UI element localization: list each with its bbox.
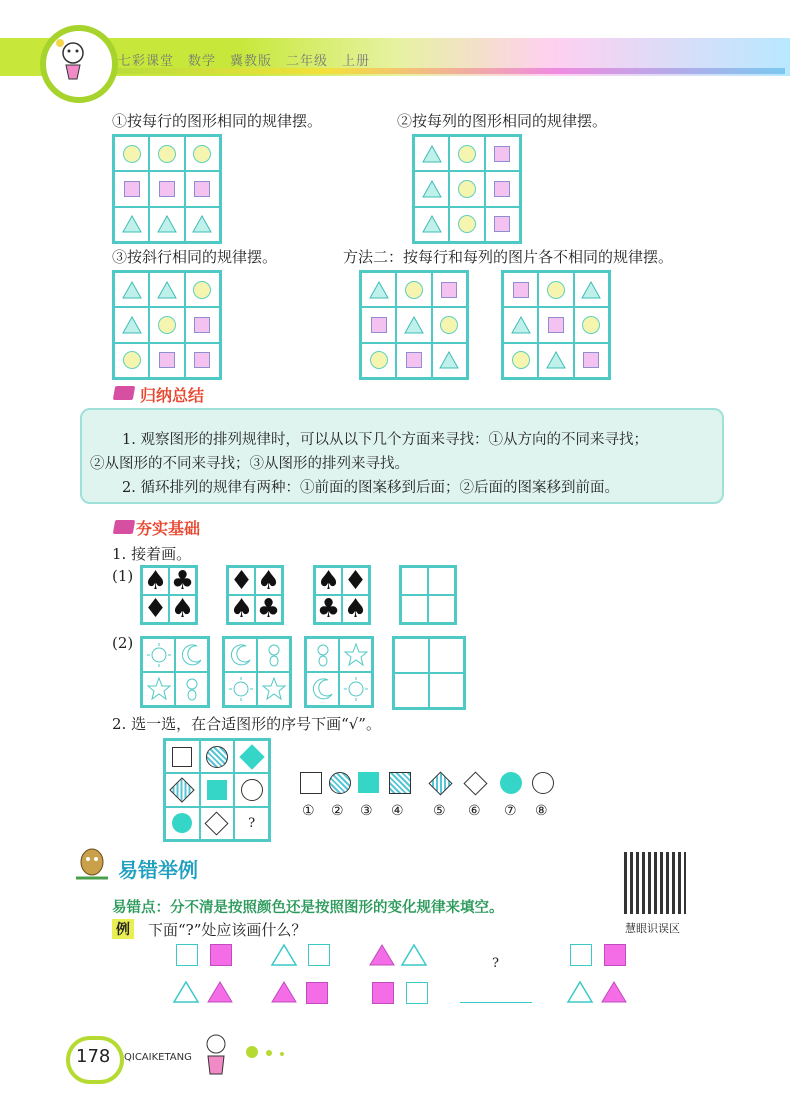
circle-shape: [370, 351, 388, 369]
character-icon: [179, 676, 205, 702]
square-shape: [124, 181, 140, 197]
option-7-label: ⑦: [504, 803, 517, 819]
question-mark: ?: [248, 815, 256, 831]
pattern-grid-2: [412, 134, 522, 244]
circle-shape: [458, 215, 476, 233]
option-3-shape[interactable]: [358, 772, 379, 793]
pink-square-shape: [372, 982, 394, 1004]
pattern-grid-1: [112, 134, 222, 244]
summary-line-1: 1. 观察图形的排列规律时，可以从以下几个方面来寻找：①从方向的不同来寻找；: [122, 432, 648, 448]
spade-icon: ♠: [256, 566, 281, 596]
page-number: 178: [76, 1046, 111, 1067]
triangle-shape: [404, 316, 424, 334]
circle-shape: [582, 316, 600, 334]
pink-square-shape: [210, 944, 232, 966]
picture-grid-2: [222, 636, 292, 708]
square-shape: [513, 282, 529, 298]
qr-label: 慧眼识误区: [625, 922, 680, 935]
square-shape: [371, 317, 387, 333]
triangle-outline-shape: [270, 943, 298, 967]
method-4-text: 方法二：按每行和每列的图片各不相同的规律摆。: [343, 248, 674, 266]
triangle-shape: [422, 215, 442, 233]
diamond-icon: ♦: [143, 594, 168, 624]
option-6-label: ⑥: [468, 803, 481, 819]
star-icon: [261, 676, 287, 702]
star-icon: [146, 676, 172, 702]
option-1-shape[interactable]: [300, 772, 322, 794]
book-icon: [113, 386, 135, 400]
diamond-icon: ♦: [229, 566, 254, 596]
club-icon: ♣: [316, 594, 341, 624]
picture-grid-1: [140, 636, 210, 708]
spade-icon: ♠: [316, 566, 341, 596]
answer-blank[interactable]: [460, 1002, 532, 1003]
circle-shape: [158, 316, 176, 334]
square-shape: [194, 352, 210, 368]
pink-square-shape: [604, 944, 626, 966]
filled-circle-shape: [172, 813, 192, 833]
triangle-shape: [122, 316, 142, 334]
triangle-shape: [157, 281, 177, 299]
pink-square-shape: [306, 982, 328, 1004]
moon-icon: [228, 642, 254, 668]
circle-outline-shape: [241, 779, 263, 801]
picture-grid-3: [304, 636, 374, 708]
example-tag: 例: [112, 919, 134, 939]
sun-icon: [228, 676, 254, 702]
square-shape: [194, 181, 210, 197]
spade-icon: ♠: [343, 594, 368, 624]
example-question-mark: ?: [492, 956, 499, 971]
option-2-shape[interactable]: [329, 772, 351, 794]
dot-icon: [246, 1046, 258, 1058]
circle-shape: [193, 281, 211, 299]
square-shape: [159, 352, 175, 368]
triangle-shape: [439, 351, 459, 369]
triangle-shape: [192, 215, 212, 233]
square-shape: [548, 317, 564, 333]
pink-triangle-shape: [368, 943, 396, 967]
triangle-outline-shape: [172, 980, 200, 1004]
question-1-part-2-label: (2): [112, 634, 134, 652]
option-7-shape[interactable]: [500, 772, 522, 794]
example-question: 下面“?”处应该画什么？: [148, 921, 307, 939]
option-8-shape[interactable]: [532, 772, 554, 794]
question-2: 2. 选一选，在合适图形的序号下画“√”。: [112, 715, 381, 733]
star-icon: [343, 642, 369, 668]
circle-shape: [193, 145, 211, 163]
method-2-text: ②按每列的图形相同的规律摆。: [397, 112, 608, 130]
option-5-label: ⑤: [433, 803, 446, 819]
question-1-part-1-label: (1): [112, 567, 134, 585]
mascot-icon: [74, 846, 110, 880]
method-3-text: ③按斜行相同的规律摆。: [112, 248, 278, 266]
suit-grid-2: [226, 565, 284, 625]
summary-line-3: 2. 循环排列的规律有两种：①前面的图案移到后面；②后面的图案移到前面。: [122, 480, 619, 496]
square-outline-shape: [308, 944, 330, 966]
triangle-outline-shape: [566, 980, 594, 1004]
summary-line-2: ②从图形的不同来寻找；③从图形的排列来寻找。: [90, 456, 409, 472]
club-icon: ♣: [256, 594, 281, 624]
character-icon: [261, 642, 287, 668]
pink-triangle-shape: [600, 980, 628, 1004]
book-icon: [113, 520, 135, 534]
spade-icon: ♠: [170, 594, 195, 624]
suit-answer-grid[interactable]: [399, 565, 457, 625]
square-shape: [194, 317, 210, 333]
square-shape: [583, 352, 599, 368]
triangle-shape: [546, 351, 566, 369]
picture-answer-grid[interactable]: [392, 636, 466, 710]
diamond-outline-shape: [205, 811, 229, 835]
hatched-diamond-shape: [170, 777, 195, 802]
option-2-label: ②: [331, 803, 344, 819]
triangle-shape: [422, 180, 442, 198]
error-point: 易错点：分不清是按照颜色还是按照图形的变化规律来填空。: [112, 900, 504, 916]
filled-square-shape: [207, 780, 227, 800]
circle-shape: [458, 145, 476, 163]
triangle-shape: [122, 215, 142, 233]
dot-icon: [280, 1052, 284, 1056]
pink-triangle-shape: [206, 980, 234, 1004]
square-outline-shape: [570, 944, 592, 966]
circle-shape: [512, 351, 530, 369]
moon-icon: [179, 642, 205, 668]
club-icon: ♣: [170, 566, 195, 596]
filled-diamond-shape: [239, 744, 264, 769]
character-icon: [310, 642, 336, 668]
sun-icon: [343, 676, 369, 702]
sun-icon: [146, 642, 172, 668]
option-6-shape[interactable]: [463, 771, 487, 795]
circle-shape: [123, 145, 141, 163]
method-1-text: ①按每行的图形相同的规律摆。: [112, 112, 323, 130]
circle-shape: [458, 180, 476, 198]
square-shape: [494, 181, 510, 197]
option-4-shape[interactable]: [389, 772, 411, 794]
square-outline-shape: [172, 747, 192, 767]
option-5-shape[interactable]: [428, 771, 452, 795]
square-outline-shape: [406, 982, 428, 1004]
moon-icon: [310, 676, 336, 702]
option-3-label: ③: [360, 803, 373, 819]
option-4-label: ④: [391, 803, 404, 819]
select-grid: [163, 738, 271, 842]
footer-brand: QICAIKETANG: [124, 1052, 192, 1063]
triangle-shape: [581, 281, 601, 299]
option-1-label: ①: [302, 803, 315, 819]
suit-grid-1: [140, 565, 198, 625]
triangle-shape: [369, 281, 389, 299]
triangle-shape: [122, 281, 142, 299]
summary-title: 归纳总结: [140, 386, 205, 405]
diamond-icon: ♦: [343, 566, 368, 596]
option-8-label: ⑧: [535, 803, 548, 819]
suit-grid-3: [313, 565, 371, 625]
errors-title: 易错举例: [118, 858, 198, 882]
circle-shape: [158, 145, 176, 163]
triangle-shape: [157, 215, 177, 233]
basics-title: 夯实基础: [136, 519, 201, 538]
square-shape: [494, 216, 510, 232]
spade-icon: ♠: [229, 594, 254, 624]
triangle-outline-shape: [400, 943, 428, 967]
circle-shape: [547, 281, 565, 299]
mascot-logo-icon: [40, 25, 118, 103]
triangle-shape: [422, 145, 442, 163]
square-shape: [441, 282, 457, 298]
spade-icon: ♠: [143, 566, 168, 596]
pattern-grid-4: [359, 270, 469, 380]
circle-shape: [405, 281, 423, 299]
mascot-footer-icon: [196, 1030, 236, 1078]
circle-shape: [440, 316, 458, 334]
triangle-shape: [511, 316, 531, 334]
header-title: 七彩课堂 数学 冀教版 二年级 上册: [118, 54, 371, 69]
square-shape: [159, 181, 175, 197]
dot-icon: [266, 1050, 272, 1056]
square-outline-shape: [176, 944, 198, 966]
pattern-grid-5: [501, 270, 611, 380]
question-1: 1. 接着画。: [112, 545, 192, 563]
qr-code-icon: [624, 852, 686, 914]
square-shape: [406, 352, 422, 368]
pattern-grid-3: [112, 270, 222, 380]
hatched-circle-shape: [206, 746, 228, 768]
pink-triangle-shape: [270, 980, 298, 1004]
square-shape: [494, 146, 510, 162]
circle-shape: [123, 351, 141, 369]
